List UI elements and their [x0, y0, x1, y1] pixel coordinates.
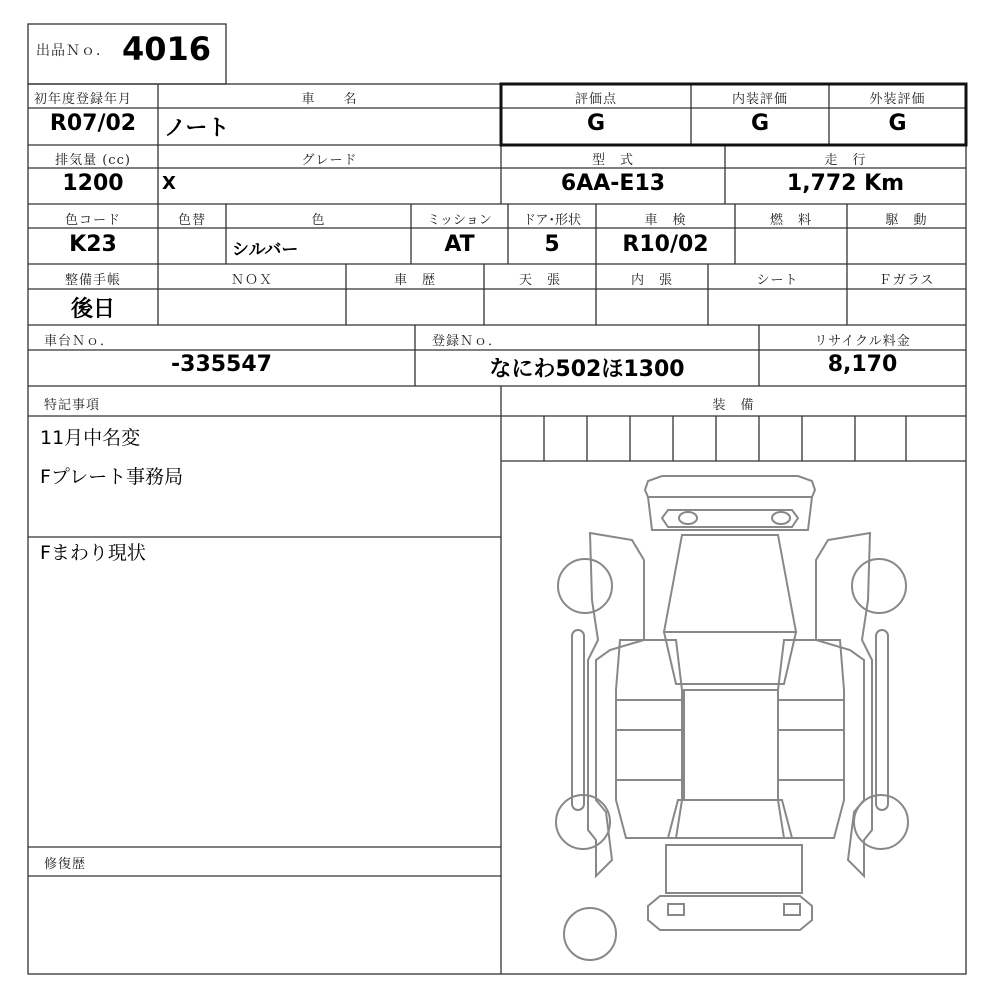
exterior-rating-label: 外装評価 — [869, 92, 926, 107]
remark-line: Fまわり現状 — [40, 542, 146, 564]
sunroof-label: 天 張 — [518, 273, 561, 288]
lot-number-label: 出品Ｎｏ． — [36, 43, 111, 59]
car-name-label: 車 名 — [301, 92, 358, 107]
fuel-label: 燃 料 — [769, 213, 812, 228]
front-left-wheel — [558, 559, 612, 613]
color-code-label: 色コード — [64, 213, 121, 228]
mileage-value: 1,772 Km — [786, 171, 905, 196]
front-right-wheel — [852, 559, 906, 613]
grade-value: X — [162, 173, 176, 194]
chassis-number-value: -335547 — [171, 352, 272, 377]
grade-label: グレード — [301, 153, 358, 168]
rear-window — [668, 800, 792, 838]
color-label: 色 — [311, 213, 326, 228]
remarks-label: 特記事項 — [44, 398, 101, 413]
remark-line: Fプレート事務局 — [40, 466, 184, 488]
history-label: 車 歴 — [393, 273, 436, 288]
first-registration-label: 初年度登録年月 — [34, 92, 133, 107]
interior-rating-value: G — [750, 111, 770, 136]
spare-wheel — [564, 908, 616, 960]
equipment-label: 装 備 — [712, 398, 755, 413]
model-value: 6AA-E13 — [560, 171, 666, 196]
car-damage-diagram — [501, 461, 966, 974]
inspection-value: R10/02 — [622, 232, 709, 257]
color-change-label: 色替 — [177, 213, 206, 228]
f-glass-label: Ｆガラス — [878, 273, 935, 288]
recycle-fee-label: リサイクル料金 — [814, 334, 911, 349]
car-name-value: ノート — [164, 116, 230, 141]
score-value: G — [586, 111, 606, 136]
exterior-rating-value: G — [888, 111, 907, 136]
hood — [664, 535, 796, 632]
rear-right-wheel — [854, 795, 908, 849]
windshield — [664, 632, 796, 684]
mission-value: AT — [444, 232, 475, 257]
registration-number-value: なにわ502ほ1300 — [489, 357, 685, 382]
remark-line: 11月中名変 — [40, 427, 141, 449]
score-label: 評価点 — [574, 92, 617, 107]
roof — [684, 690, 778, 800]
recycle-fee-value: 8,170 — [827, 352, 898, 377]
trunk — [666, 845, 802, 893]
first-registration-value: R07/02 — [49, 111, 137, 136]
interior-rating-label: 内装評価 — [731, 92, 788, 107]
mileage-label: 走 行 — [824, 153, 867, 168]
chassis-number-label: 車台Ｎｏ． — [44, 334, 115, 349]
service-book-value: 後日 — [70, 297, 115, 322]
seat-label: シート — [756, 273, 799, 288]
mission-label: ミッション — [427, 213, 492, 228]
service-book-label: 整備手帳 — [64, 273, 121, 288]
color-code-value: K23 — [69, 232, 117, 257]
front-bumper — [645, 476, 815, 497]
door-shape-label: ドア･形状 — [522, 213, 582, 228]
repair-history-label: 修復歴 — [44, 857, 87, 872]
displacement-value: 1200 — [62, 171, 124, 196]
displacement-label: 排気量 (cc) — [55, 153, 131, 168]
rear-bumper — [648, 896, 812, 930]
door-shape-value: 5 — [544, 232, 560, 257]
drive-label: 駆 動 — [885, 213, 928, 228]
interior-trim-label: 内 張 — [630, 273, 673, 288]
lot-number: 4016 — [122, 30, 212, 68]
color-value: シルバー — [232, 240, 299, 260]
nox-label: ＮＯＸ — [230, 273, 273, 288]
model-label: 型 式 — [591, 153, 634, 168]
registration-number-label: 登録Ｎｏ． — [432, 334, 503, 349]
inspection-label: 車 検 — [644, 213, 687, 228]
